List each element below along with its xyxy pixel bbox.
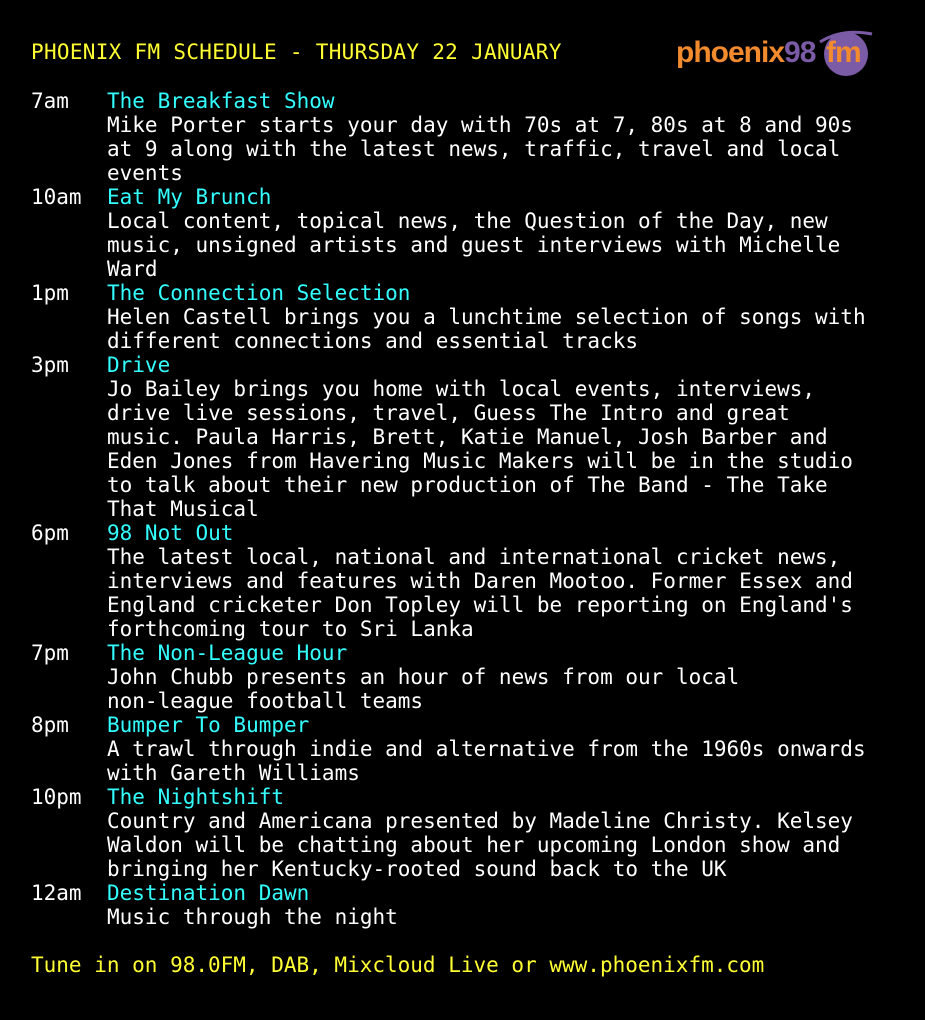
- schedule-slot-non-league: [31, 641, 901, 713]
- slot-time: 3pm: [31, 353, 69, 377]
- slot-title: The Nightshift: [107, 785, 285, 809]
- slot-time: 6pm: [31, 521, 69, 545]
- logo-wordmark: [676, 36, 815, 70]
- schedule-slot-drive: [31, 353, 901, 521]
- slot-description: Mike Porter starts your day with 70s at 7, 80s at 8 and 90s at 9 along with the latest news, traffic, travel and local events: [107, 113, 853, 185]
- schedule-slot-bumper: [31, 713, 901, 785]
- slot-title: Drive: [107, 353, 171, 377]
- schedule-slot-destination-dawn: [31, 881, 901, 929]
- logo-swoosh-icon: [816, 26, 876, 46]
- slot-time: 8pm: [31, 713, 69, 737]
- slot-description: Local content, topical news, the Question of the Day, new music, unsigned artists and guest interviews with Michelle Ward: [107, 209, 841, 281]
- slot-description: A trawl through indie and alternative from the 1960s onwards with Gareth Williams: [107, 737, 866, 785]
- slot-title: The Breakfast Show: [107, 89, 335, 113]
- slot-title: Destination Dawn: [107, 881, 310, 905]
- slot-time: 7pm: [31, 641, 69, 665]
- slot-time: 12am: [31, 881, 82, 905]
- page-title: PHOENIX FM SCHEDULE - THURSDAY 22 JANUARY: [31, 40, 562, 64]
- slot-time: 10am: [31, 185, 82, 209]
- schedule-slot-brunch: [31, 185, 901, 281]
- phoenix-fm-logo: [676, 26, 876, 78]
- tune-in-footer: Tune in on 98.0FM, DAB, Mixcloud Live or www.phoenixfm.com: [31, 953, 765, 977]
- slot-time: 10pm: [31, 785, 82, 809]
- schedule-slot-connection: [31, 281, 901, 353]
- schedule-slot-98-not-out: [31, 521, 901, 641]
- slot-title: Bumper To Bumper: [107, 713, 310, 737]
- slot-time: 1pm: [31, 281, 69, 305]
- slot-title: The Non-League Hour: [107, 641, 348, 665]
- slot-title: 98 Not Out: [107, 521, 234, 545]
- slot-time: 7am: [31, 89, 69, 113]
- logo-text: phoenix: [676, 36, 785, 69]
- slot-description: Country and Americana presented by Madeline Christy. Kelsey Waldon will be chatting about her upcoming London show and bringing her Kentucky-rooted sound back to the UK: [107, 809, 853, 881]
- slot-description: John Chubb presents an hour of news from our local non-league football teams: [107, 665, 740, 713]
- schedule-slot-breakfast: [31, 89, 901, 185]
- slot-description: Music through the night: [107, 905, 398, 929]
- slot-title: The Connection Selection: [107, 281, 411, 305]
- schedule-list: [31, 89, 901, 929]
- slot-title: Eat My Brunch: [107, 185, 272, 209]
- logo-number: 98: [784, 36, 816, 69]
- slot-description: Jo Bailey brings you home with local events, interviews, drive live sessions, travel, Guess The Intro and great music. Paula Harris, Brett, Katie Manuel, Josh Barber and Eden Jones from Havering Music Makers will be in the studio to talk about their new production of The Band - The Take That Musical: [107, 377, 853, 521]
- logo-suffix: fm: [826, 36, 861, 69]
- slot-description: Helen Castell brings you a lunchtime selection of songs with different connections and essential tracks: [107, 305, 866, 353]
- slot-description: The latest local, national and international cricket news, interviews and features with Daren Mootoo. Former Essex and England cricketer Don Topley will be reporting on England's forthcoming tour to Sri Lanka: [107, 545, 853, 641]
- schedule-slot-nightshift: [31, 785, 901, 881]
